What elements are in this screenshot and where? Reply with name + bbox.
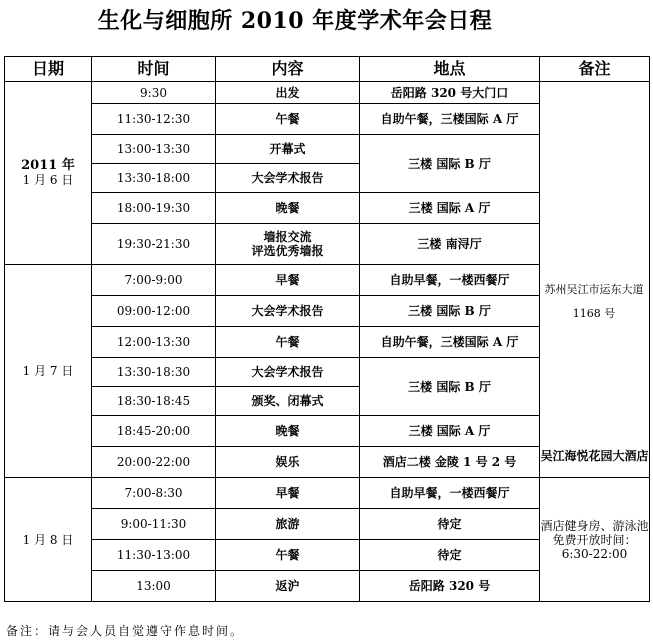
hotel-address-line: 苏州吴江市运东大道 <box>544 283 644 296</box>
gym-line: 酒店健身房、游泳池 <box>540 518 649 533</box>
header-date: 日期 <box>5 57 92 82</box>
content-cell: 返沪 <box>216 571 360 602</box>
place-cell: 三楼 国际 A 厅 <box>360 193 540 224</box>
remarks-gym-cell <box>540 478 650 602</box>
time-cell: 19:30-21:30 <box>92 224 216 265</box>
content-cell: 开幕式 <box>216 135 360 164</box>
time-cell: 09:00-12:00 <box>92 296 216 327</box>
header-row <box>5 57 650 82</box>
place-cell: 酒店二楼 金陵 1 号 2 号 <box>360 447 540 478</box>
header-content: 内容 <box>216 57 360 82</box>
place-cell: 待定 <box>360 540 540 571</box>
content-cell: 晚餐 <box>216 193 360 224</box>
time-cell: 9:30 <box>92 82 216 104</box>
time-cell: 11:30-12:30 <box>92 104 216 135</box>
hotel-address-line: 1168 号 <box>572 307 616 320</box>
place-cell: 自助早餐，一楼西餐厅 <box>360 478 540 509</box>
header-remarks: 备注 <box>540 57 650 82</box>
time-cell: 18:45-20:00 <box>92 416 216 447</box>
content-cell <box>216 224 360 265</box>
time-cell: 20:00-22:00 <box>92 447 216 478</box>
time-cell: 13:30-18:00 <box>92 164 216 193</box>
place-cell: 自助午餐，三楼国际 A 厅 <box>360 327 540 358</box>
place-cell: 自助午餐，三楼国际 A 厅 <box>360 104 540 135</box>
page-title: 生化与细胞所 2010 年度学术年会日程 <box>97 8 493 34</box>
time-cell: 11:30-13:00 <box>92 540 216 571</box>
time-cell: 18:30-18:45 <box>92 387 216 416</box>
content-cell: 出发 <box>216 82 360 104</box>
content-cell: 晚餐 <box>216 416 360 447</box>
content-cell: 午餐 <box>216 540 360 571</box>
hotel-name: 吴江海悦花园大酒店 <box>540 449 649 463</box>
hotel-address <box>539 278 649 326</box>
date-cell-day2: 1 月 7 日 <box>5 265 92 478</box>
footnote: 备注：请与会人员自觉遵守作息时间。 <box>6 624 245 638</box>
time-cell: 12:00-13:30 <box>92 327 216 358</box>
table-row <box>5 82 650 104</box>
content-cell: 娱乐 <box>216 447 360 478</box>
content-cell: 大会学术报告 <box>216 296 360 327</box>
content-line: 墙报交流 <box>263 230 312 244</box>
header-place: 地点 <box>360 57 540 82</box>
time-cell: 9:00-11:30 <box>92 509 216 540</box>
date-cell-day3: 1 月 8 日 <box>5 478 92 602</box>
content-cell: 早餐 <box>216 265 360 296</box>
content-cell: 旅游 <box>216 509 360 540</box>
content-cell: 午餐 <box>216 327 360 358</box>
time-cell: 7:00-8:30 <box>92 478 216 509</box>
time-cell: 13:00-13:30 <box>92 135 216 164</box>
place-cell: 岳阳路 320 号大门口 <box>360 82 540 104</box>
content-cell: 午餐 <box>216 104 360 135</box>
place-cell: 自助早餐，一楼西餐厅 <box>360 265 540 296</box>
date-cell-day1 <box>5 82 92 265</box>
header-time: 时间 <box>92 57 216 82</box>
date-label: 1 月 6 日 <box>22 173 74 187</box>
schedule-table <box>4 56 650 602</box>
content-cell: 大会学术报告 <box>216 358 360 387</box>
content-line: 评选优秀墙报 <box>251 244 324 258</box>
content-cell: 颁奖、闭幕式 <box>216 387 360 416</box>
time-cell: 18:00-19:30 <box>92 193 216 224</box>
table-row <box>5 478 650 509</box>
gym-line: 6:30-22:00 <box>561 546 628 561</box>
gym-line: 免费开放时间： <box>552 532 637 547</box>
place-cell: 岳阳路 320 号 <box>360 571 540 602</box>
place-cell: 三楼 国际 B 厅 <box>360 358 540 416</box>
year-label: 2011 年 <box>21 158 75 173</box>
place-cell: 三楼 国际 B 厅 <box>360 296 540 327</box>
place-cell: 待定 <box>360 509 540 540</box>
content-cell: 大会学术报告 <box>216 164 360 193</box>
place-cell: 三楼 南浔厅 <box>360 224 540 265</box>
content-cell: 早餐 <box>216 478 360 509</box>
time-cell: 13:30-18:30 <box>92 358 216 387</box>
place-cell: 三楼 国际 B 厅 <box>360 135 540 193</box>
time-cell: 13:00 <box>92 571 216 602</box>
place-cell: 三楼 国际 A 厅 <box>360 416 540 447</box>
time-cell: 7:00-9:00 <box>92 265 216 296</box>
